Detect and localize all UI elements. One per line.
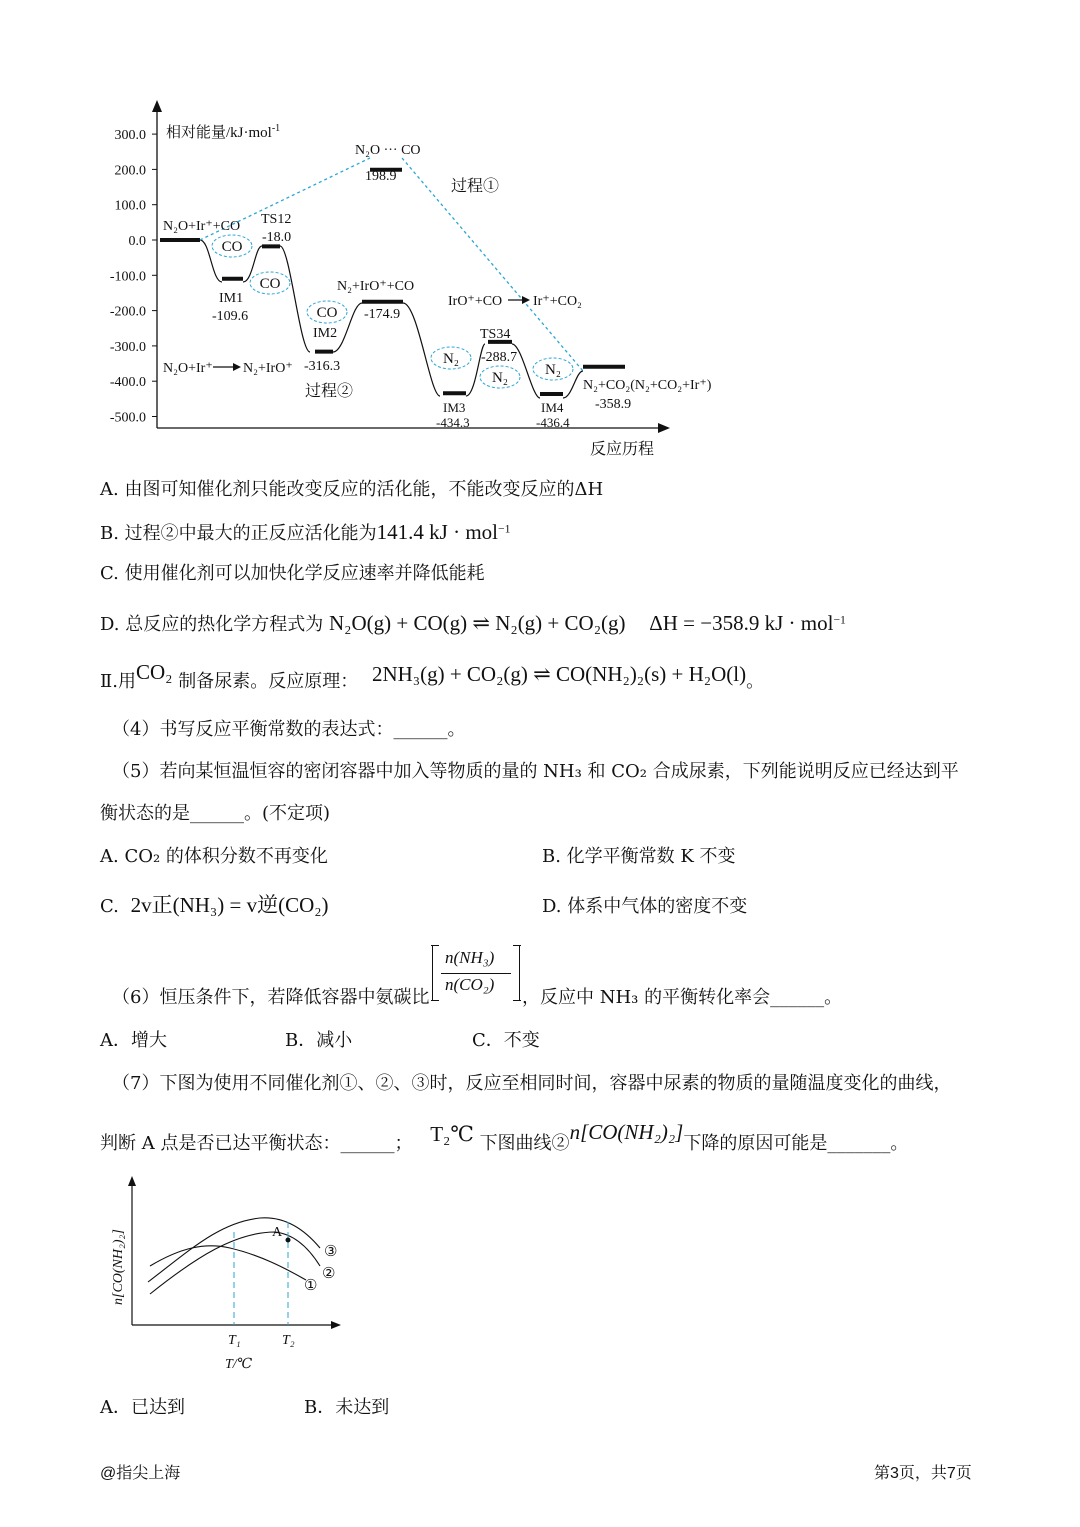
y-tick-label: 100.0 xyxy=(114,198,146,214)
part2-line xyxy=(100,660,765,694)
y-tick-label: -200.0 xyxy=(109,304,146,320)
footer-source: @指尖上海 xyxy=(100,1465,181,1482)
part2-end: 。 xyxy=(746,671,765,692)
t1-label: T₁ xyxy=(228,1333,241,1348)
y-ticks xyxy=(110,128,157,425)
ratio-numerator: n(NH₃) xyxy=(445,948,495,967)
option-a: A. 由图可知催化剂只能改变反应的活化能，不能改变反应的ΔH xyxy=(100,479,604,500)
label-n2o-co: N₂O ··· CO xyxy=(355,143,421,158)
q5-option-c xyxy=(100,893,329,919)
option-b-sup: −1 xyxy=(498,522,511,536)
question-6-tail: ，反应中 NH₃ 的平衡转化率会______。 xyxy=(522,987,843,1008)
q5-option-a: A. CO₂ 的体积分数不再变化 xyxy=(100,846,328,867)
q6-option-a: A．增大 xyxy=(100,1030,167,1051)
option-b-value: 141.4 kJ · mol xyxy=(376,520,499,544)
question-5-line2: 衡状态的是______。(不定项) xyxy=(100,803,331,824)
label-im3: IM3 xyxy=(443,400,466,415)
step-a-left: N₂O+Ir⁺ xyxy=(163,361,213,376)
q6-option-b: B．减小 xyxy=(285,1030,353,1051)
step-b-left: IrO⁺+CO xyxy=(448,294,503,309)
q7-option-a: A．已达到 xyxy=(100,1397,185,1418)
curve-2-label: ② xyxy=(322,1266,336,1282)
question-5-line1: （5）若向某恒温恒容的密闭容器中加入等物质的量的 NH₃ 和 CO₂ 合成尿素，下列能说明反应已经达到平 xyxy=(112,761,959,782)
label-process1: 过程① xyxy=(451,178,500,195)
option-d xyxy=(100,611,846,637)
step-b-right: Ir⁺+CO₂ xyxy=(533,294,582,309)
y-tick-label: -400.0 xyxy=(109,375,146,391)
ratio-bar xyxy=(441,973,511,974)
ratio-denominator: n(CO₂) xyxy=(445,975,495,994)
t2-label: T₂ xyxy=(282,1333,295,1348)
part2-co2: CO₂ xyxy=(135,660,173,684)
question-7-line2 xyxy=(100,1120,909,1156)
label-im3-val: -434.3 xyxy=(436,415,470,430)
q7-option-b: B．未达到 xyxy=(304,1397,390,1418)
chart2-y-arrow xyxy=(128,1176,136,1186)
label-mid: N₂+IrO⁺+CO xyxy=(337,279,415,294)
curve-2 xyxy=(150,1232,320,1294)
point-a xyxy=(286,1238,291,1243)
y-axis-label: 相对能量/kJ·mol$^{-1}$ xyxy=(166,123,281,141)
option-b xyxy=(100,520,510,546)
footer-page-number: 第3页，共7页 xyxy=(874,1465,972,1482)
q7-n-urea: n[CO(NH₂)₂] xyxy=(569,1120,684,1144)
point-a-label: A xyxy=(272,1225,283,1240)
label-process2: 过程② xyxy=(305,383,354,400)
chart2-x-label: T/℃ xyxy=(225,1357,253,1372)
x-axis-label: 反应历程 xyxy=(590,441,655,458)
q5-option-b: B. 化学平衡常数 K 不变 xyxy=(542,846,736,867)
y-tick-label: 300.0 xyxy=(114,128,146,144)
q6-option-c: C．不变 xyxy=(472,1030,540,1051)
y-tick-label: 0.0 xyxy=(128,234,146,249)
option-d-equation: N₂O(g) + CO(g) ⇌ N₂(g) + CO₂(g) xyxy=(328,611,626,635)
label-ts34: TS34 xyxy=(480,327,511,342)
option-d-text: D. 总反应的热化学方程式为 xyxy=(100,614,324,635)
chart2-y-label: n[CO(NH₂)₂] xyxy=(111,1229,126,1305)
option-c: C. 使用催化剂可以加快化学反应速率并降低能耗 xyxy=(100,563,485,584)
option-d-sup: −1 xyxy=(833,613,846,627)
urea-temperature-chart xyxy=(100,1170,360,1380)
y-tick-label: -100.0 xyxy=(109,269,146,285)
q7-t2: T₂℃ xyxy=(430,1122,474,1146)
bubble-n2-2: N₂ xyxy=(491,370,509,386)
step-a-arrowhead xyxy=(233,363,241,371)
y-tick-label: 200.0 xyxy=(114,163,146,179)
q5-option-d: D. 体系中气体的密度不变 xyxy=(542,896,748,917)
bubble-co-2: CO xyxy=(259,276,281,292)
curve-3-label: ③ xyxy=(324,1244,338,1260)
label-im1: IM1 xyxy=(219,291,244,306)
part2-lead1: Ⅱ.用 xyxy=(100,671,136,692)
y-axis-arrow xyxy=(152,100,162,112)
bubble-n2-3: N₂ xyxy=(544,362,562,378)
q7-part-a: 判断 A 点是否已达平衡状态：______； xyxy=(100,1133,413,1154)
y-tick-label: -300.0 xyxy=(109,339,146,355)
label-n2o-co-val: 198.9 xyxy=(365,169,397,184)
label-im4-val: -436.4 xyxy=(536,415,570,430)
label-im4: IM4 xyxy=(541,400,564,415)
ammonia-carbon-ratio xyxy=(432,945,520,1001)
option-d-dh: ΔH = −358.9 kJ · mol xyxy=(649,611,834,635)
bubble-co-3: CO xyxy=(316,305,338,321)
q5-option-c-label: C. xyxy=(100,896,119,917)
energy-profile-chart xyxy=(0,0,1080,470)
part2-equation: 2NH₃(g) + CO₂(g) ⇌ CO(NH₂)₂(s) + H₂O(l) xyxy=(371,662,747,686)
bubble-n2-1: N₂ xyxy=(442,351,460,367)
label-im2-val: -316.3 xyxy=(304,359,341,374)
q7-part-c: 下降的原因可能是_______。 xyxy=(683,1133,909,1154)
q5-option-c-equation: 2v正(NH₃) = v逆(CO₂) xyxy=(130,893,329,917)
bubble-co-1: CO xyxy=(221,239,243,255)
question-4: （4）书写反应平衡常数的表达式：______。 xyxy=(112,719,466,740)
label-start: N₂O+Ir⁺+CO xyxy=(163,219,241,234)
label-im2: IM2 xyxy=(313,326,338,341)
label-end: N₂+CO₂(N₂+CO₂+Ir⁺) xyxy=(583,378,712,393)
chart2-x-arrow xyxy=(331,1321,341,1329)
question-6: （6）恒压条件下，若降低容器中氨碳比 xyxy=(112,987,430,1008)
step-b-arrowhead xyxy=(522,296,530,304)
curve-1-label: ① xyxy=(304,1278,318,1294)
step-a-right: N₂+IrO⁺ xyxy=(243,361,293,376)
option-b-text: B. 过程②中最大的正反应活化能为 xyxy=(100,523,377,544)
label-ts12: TS12 xyxy=(261,212,292,227)
q7-part-b: 下图曲线② xyxy=(479,1133,570,1154)
label-ts12-val: -18.0 xyxy=(262,230,292,245)
x-axis-arrow xyxy=(658,423,670,433)
question-7-line1: （7）下图为使用不同催化剂①、②、③时，反应至相同时间，容器中尿素的物质的量随温度变化的曲线， xyxy=(112,1073,952,1094)
part2-lead2: 制备尿素。反应原理： xyxy=(178,671,359,692)
y-tick-label: -500.0 xyxy=(109,410,146,426)
label-end-val: -358.9 xyxy=(595,397,632,412)
label-mid-val: -174.9 xyxy=(364,307,401,322)
label-ts34-val: -288.7 xyxy=(481,350,518,365)
label-im1-val: -109.6 xyxy=(212,309,249,324)
process1-path xyxy=(200,158,583,371)
